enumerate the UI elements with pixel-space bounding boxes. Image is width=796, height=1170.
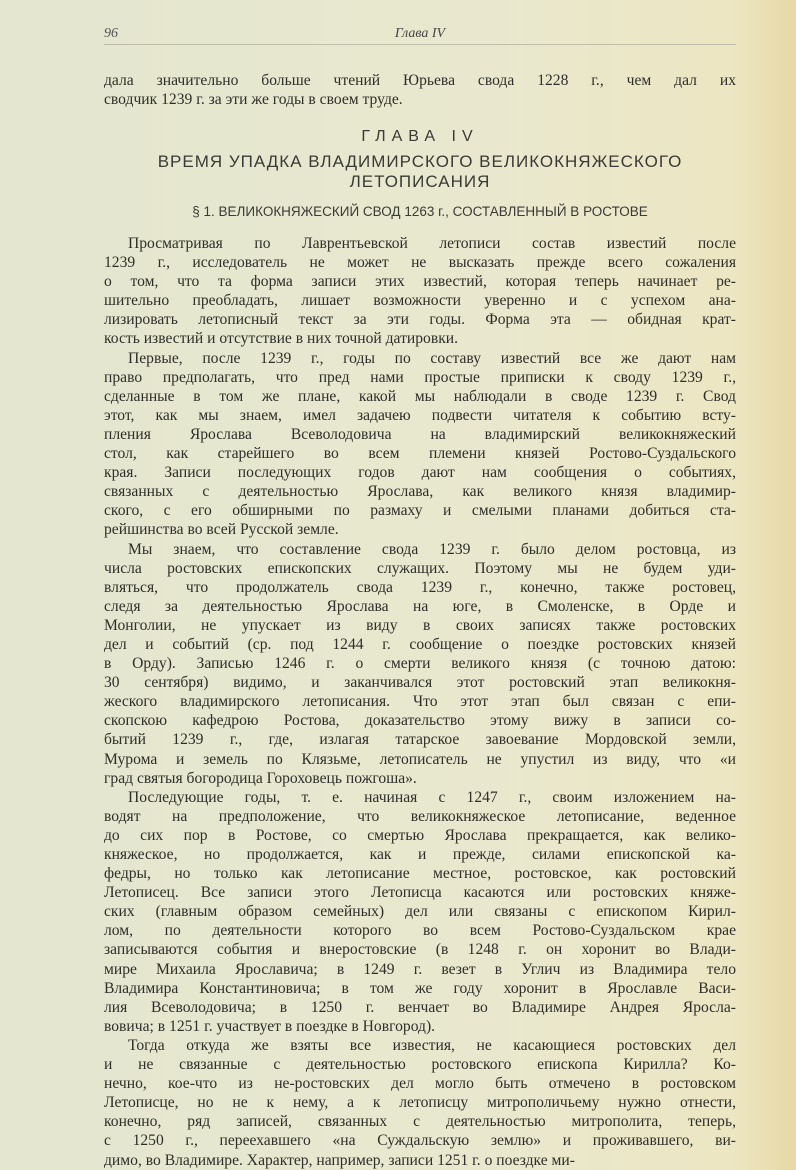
text-line: края. Записи последующих годов дают нам сообщения о событиях, xyxy=(104,464,736,482)
body-text xyxy=(104,234,736,1170)
text-line: и не связанные с деятельностью ростовского епископа Кирилла? Ко- xyxy=(104,1056,736,1074)
text-line: Последующие годы, т. е. начиная с 1247 г., своим изложением на- xyxy=(128,788,736,806)
text-line: федры, но только как летописание местное, ростовское, как ростовский xyxy=(104,865,736,883)
text-line: лом, по деятельности которого во всем Ростово-Суздальском крае xyxy=(104,922,736,940)
page-number: 96 xyxy=(104,26,118,41)
section-heading: § 1. ВЕЛИКОКНЯЖЕСКИЙ СВОД 1263 г., СОСТАВЛЕННЫЙ В РОСТОВЕ xyxy=(192,204,648,219)
text-line: водят на предположение, что великокняжеское летописание, веденное xyxy=(104,807,736,825)
text-line: княжеское, но продолжается, как и прежде, силами епископской ка- xyxy=(104,846,736,863)
paragraph xyxy=(104,1036,736,1170)
text-line: стол, как старейшего во всем племени князей Ростово-Суздальского xyxy=(104,445,736,463)
text-line: в Орду). Записью 1246 г. о смерти великого князя (с точною датою: xyxy=(104,655,736,673)
text-line: право предполагать, что пред нами простые приписки к своду 1239 г., xyxy=(104,368,736,386)
text-line: 1239 г., исследователь не может не высказать прежде всего сожаления xyxy=(104,254,736,272)
text-line: следя за деятельностью Ярослава на юге, в Смоленске, в Орде и xyxy=(104,597,736,615)
text-line: жеского владимирского летописания. Что этот этап был связан с епи- xyxy=(104,693,736,711)
text-line: ского, с его обширными по размаху и смелыми планами добиться ста- xyxy=(104,502,736,520)
text-line: димо, во Владимире. Характер, например, записи 1251 г. о поездке ми- xyxy=(104,1151,575,1169)
text-line: пления Ярослава Всеволодовича на владимирский великокняжеский xyxy=(104,425,736,443)
carryover-paragraph xyxy=(104,71,736,109)
text-line: Мы знаем, что составление свода 1239 г. было делом ростовца, из xyxy=(128,540,736,558)
text-line: с 1250 г., переехавшего «на Суждальскую землю» и проживавшего, ви- xyxy=(104,1132,736,1150)
text-line: Летописец. Все записи этого Летописца касаются или ростовских княже- xyxy=(104,884,736,902)
running-header xyxy=(104,24,736,45)
chapter-title-line-2: ЛЕТОПИСАНИЯ xyxy=(349,172,491,191)
text-line: лизировать летописный текст за эти годы. Форма эта — обидная крат- xyxy=(104,311,736,329)
chapter-title-line-1: ВРЕМЯ УПАДКА ВЛАДИМИРСКОГО ВЕЛИКОКНЯЖЕСКОГО xyxy=(157,152,683,171)
paragraph xyxy=(104,234,736,349)
text-line: скопскою кафедрою Ростова, доказательство этому вижу в записи со- xyxy=(104,712,736,730)
text-line: конечно, ряд записей, связанных с деятельностью митрополита, теперь, xyxy=(104,1113,736,1131)
text-line: сводчик 1239 г. за эти же годы в своем труде. xyxy=(104,91,403,109)
text-line: рейшинства во всей Русской земле. xyxy=(104,521,339,539)
text-line: Первые, после 1239 г., годы по составу известий все же дают нам xyxy=(128,349,736,367)
paragraph xyxy=(104,349,736,540)
text-line: Просматривая по Лаврентьевской летописи состав известий после xyxy=(128,235,736,252)
text-line: этот, как мы знаем, имел задачею подвести читателя к событию всту- xyxy=(104,406,736,424)
text-line: нечно, кое-что из не-ростовских дел могло быть отмечено в ростовском xyxy=(104,1075,736,1093)
text-line: дел и событий (ср. под 1244 г. сообщение о поездке ростовских князей xyxy=(104,635,736,653)
text-line: сделанные в том же плане, какой мы наблюдали в своде 1239 г. Свод xyxy=(104,387,736,405)
text-line: кость известий и отсутствие в них точной датировки. xyxy=(104,330,459,348)
text-line: записываются события и внеростовские (в 1248 г. он хоронит во Влади- xyxy=(104,941,736,959)
text-line: дала значительно больше чтений Юрьева свода 1228 г., чем дал их xyxy=(104,72,736,89)
paragraph xyxy=(104,540,736,788)
text-line: Владимира Константиновича; в том же году хоронит в Ярославле Васи- xyxy=(104,979,736,997)
text-line: связанных с деятельностью Ярослава, как великого князя владимир- xyxy=(104,483,736,501)
text-line: шительно преобладать, лишает возможности уверенно и с успехом ана- xyxy=(104,292,736,310)
text-line: Монголии, не упускает из виду в своих записях также ростовских xyxy=(104,616,736,634)
text-line: 30 сентября) видимо, и заканчивался этот ростовский этап великокня- xyxy=(104,674,736,692)
paragraph xyxy=(104,788,736,1036)
text-line: Летописце, но не к нему, а к летописцу митрополичьему нужно отнести, xyxy=(104,1094,736,1112)
text-line: град святыя богородица Гороховець пожгоша». xyxy=(104,769,417,787)
text-line: мире Михаила Ярославича; в 1249 г. везет в Углич из Владимира тело xyxy=(104,960,736,978)
text-line: вовича; в 1251 г. участвует в поездке в Новгород). xyxy=(104,1017,436,1035)
text-line: ских (главным образом семейных) дел или связаны с епископом Кирил- xyxy=(104,903,736,921)
text-line: о том, что та форма записи этих известий, которая теперь начинает ре- xyxy=(104,273,736,291)
text-line: вляться, что продолжатель свода 1239 г., конечно, также ростовец, xyxy=(104,578,736,596)
text-line: числа ростовских епископских служащих. Поэтому мы не будем уди- xyxy=(104,559,736,577)
text-line: лия Всеволодовича; в 1250 г. венчает во Владимире Андрея Яросла- xyxy=(104,998,736,1016)
running-title: Глава IV xyxy=(394,26,446,41)
text-line: Тогда откуда же взяты все известия, не касающиеся ростовских дел xyxy=(128,1036,736,1054)
text-line: Мурома и земель по Клязьме, летописатель не упустил из виду, что «и xyxy=(104,750,736,768)
text-line: бытий 1239 г., где, излагая татарское завоевание Мордовской земли, xyxy=(104,731,736,749)
text-line: до сих пор в Ростове, со смертью Ярослава прекращается, как велико- xyxy=(104,826,736,844)
chapter-title xyxy=(104,152,736,192)
chapter-label: ГЛАВА IV xyxy=(361,128,479,145)
